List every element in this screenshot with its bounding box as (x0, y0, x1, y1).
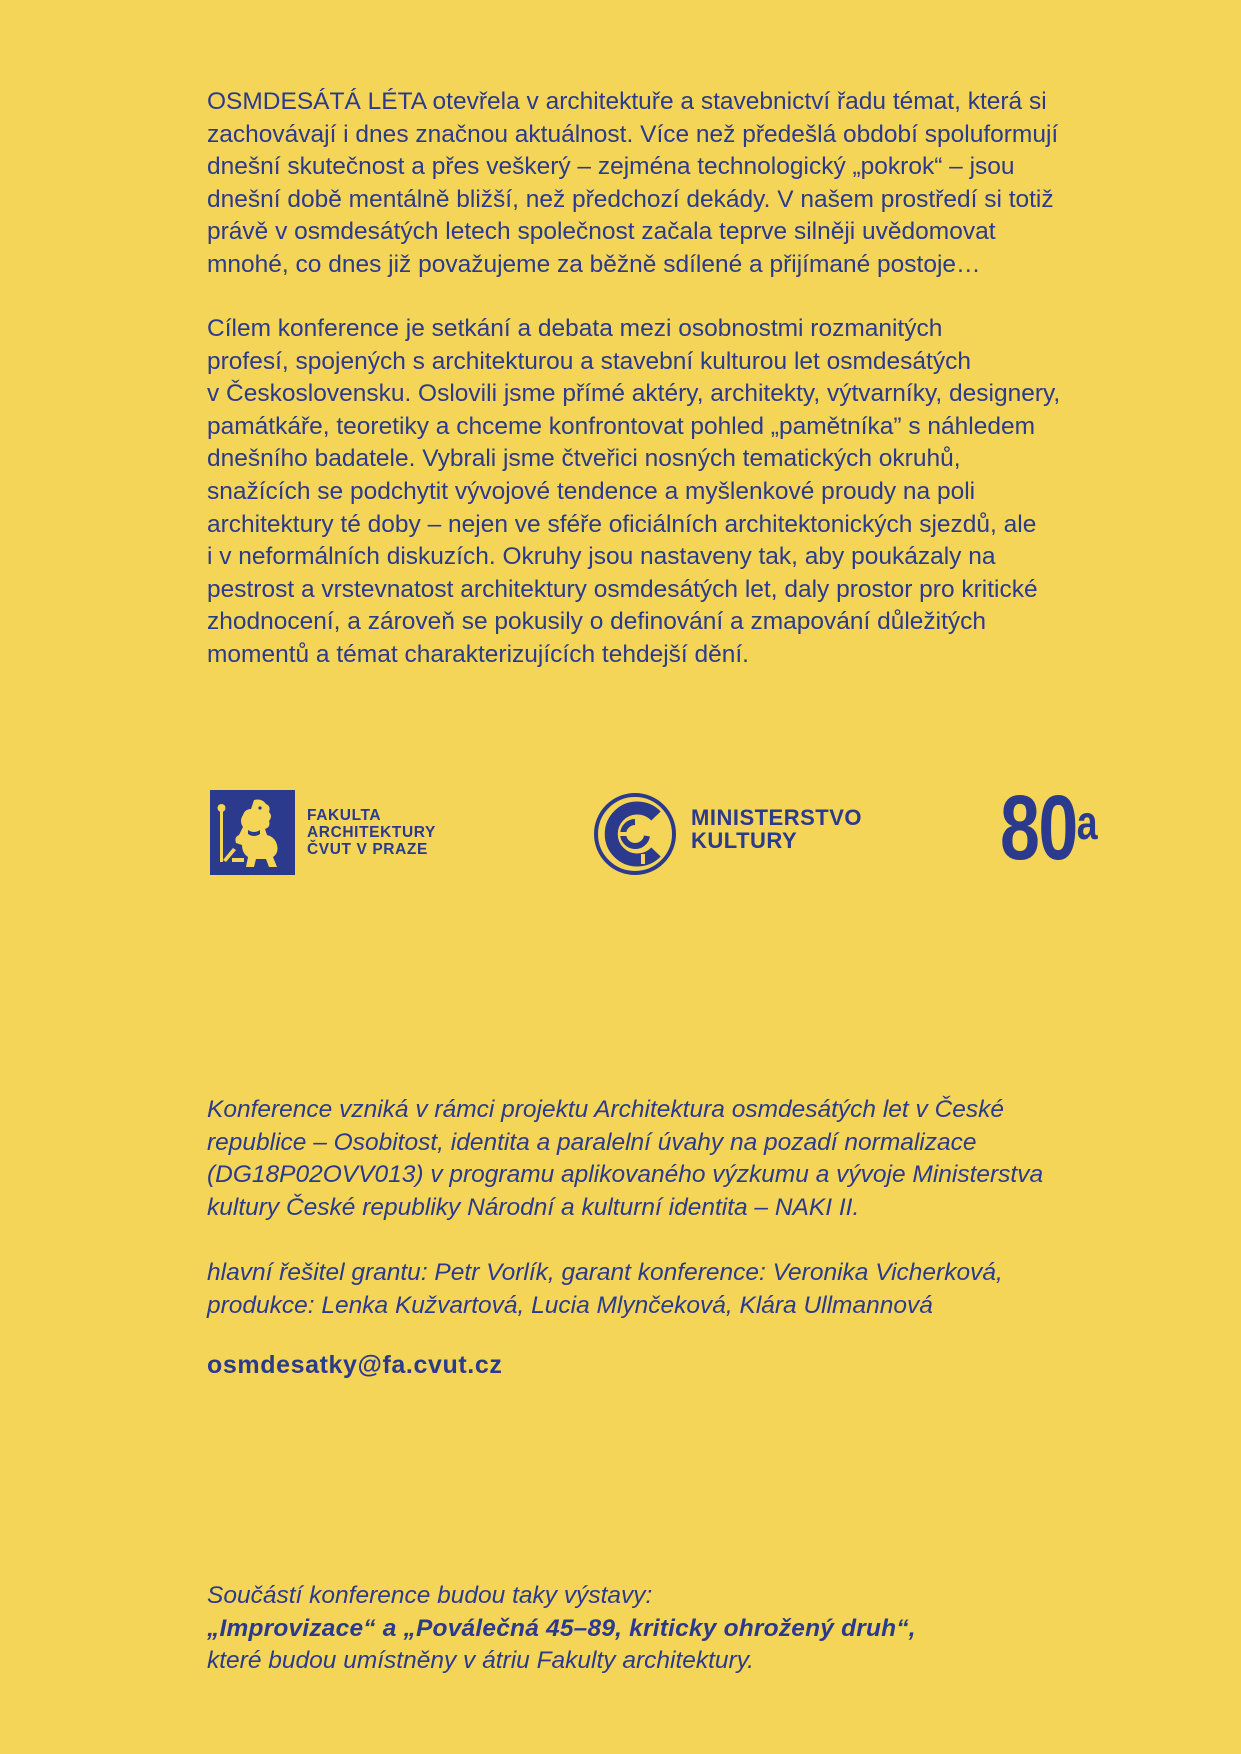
mk-line: KULTURY (691, 828, 798, 853)
fa-line: ARCHITEKTURY (307, 824, 436, 841)
goal-line: Cílem konference je setkání a debata mezi osobnostmi rozmanitých (207, 315, 943, 342)
contact-email-link[interactable]: osmdesatky@fa.cvut.cz (207, 1351, 503, 1379)
intro-line: dnešní skutečnost a přes veškerý – zejména technologický „pokrok“ – jsou (207, 153, 1015, 181)
project-line: Konference vzniká v rámci projektu Architektura osmdesátých let v České (207, 1096, 1005, 1123)
goal-line: snažících se podchytit vývojové tendence a myšlenkové proudy na poli (207, 477, 976, 505)
credits-line: produkce: Lenka Kužvartová, Lucia Mlynčeková, Klára Ullmannová (207, 1291, 933, 1319)
project-line: kultury České republiky Národní a kulturní identita – NAKI II. (207, 1193, 860, 1221)
intro-line: právě v osmdesátých letech společnost začala teprve silněji uvědomovat (207, 218, 996, 246)
goal-line: momentů a témat charakterizujících tehdejší dění. (207, 640, 749, 668)
mk-line: MINISTERSTVO (691, 805, 863, 830)
eighties-number: 80 (1000, 777, 1077, 879)
fa-line: ČVUT V PRAZE (307, 841, 428, 858)
lion-icon (210, 790, 295, 875)
exhibitions-intro: Součástí konference budou taky výstavy: (207, 1582, 653, 1609)
fa-cvut-wordmark (307, 807, 436, 858)
project-line: republice – Osobitost, identita a paralelní úvahy na pozadí normalizace (207, 1128, 977, 1156)
ministry-c-icon (593, 792, 677, 876)
credits-paragraph (207, 1257, 1003, 1322)
exhibitions-titles: „Improvizace“ a „Poválečná 45–89, kriticky ohrožený druh“, (207, 1614, 916, 1642)
ministry-wordmark (691, 806, 862, 852)
goal-line: profesí, spojených s architekturou a stavební kulturou let osmdesátých (207, 347, 971, 375)
goal-line: památkáře, teoretiky a chceme konfrontovat pohled „pamětníka” s náhledem (207, 412, 1035, 440)
partner-logos (210, 777, 1120, 879)
intro-line: dnešní době mentálně bližší, než předchozí dekády. V našem prostředí si totiž (207, 185, 1054, 213)
eighties-suffix: a (1076, 797, 1096, 850)
exhibitions-location: které budou umístněny v átriu Fakulty architektury. (207, 1647, 754, 1675)
project-paragraph (207, 1094, 1043, 1224)
intro-line: OSMDESÁTÁ LÉTA otevřela v architektuře a stavebnictví řadu témat, která si (207, 88, 1047, 115)
goal-line: v Československu. Oslovili jsme přímé aktéry, architekty, výtvarníky, designery, (207, 380, 1061, 408)
fa-line: FAKULTA (307, 807, 382, 824)
goal-line: pestrost a vrstevnatost architektury osmdesátých let, daly prostor pro kritické (207, 575, 1038, 603)
goal-line: dnešního badatele. Vybrali jsme čtveřici nosných tematických okruhů, (207, 445, 961, 473)
intro-line: zachovávají i dnes značnou aktuálnost. Více než předešlá období spoluformují (207, 120, 1059, 148)
project-line: (DG18P02OVV013) v programu aplikovaného výzkumu a vývoje Ministerstva (207, 1161, 1044, 1189)
credits-line: hlavní řešitel grantu: Petr Vorlík, garant konference: Veronika Vicherková, (207, 1259, 1003, 1286)
goal-line: i v neformálních diskuzích. Okruhy jsou nastaveny tak, aby poukázaly na (207, 543, 996, 571)
eighties-logo (1000, 777, 1096, 879)
exhibitions-paragraph (207, 1580, 916, 1678)
goal-paragraph (207, 313, 1167, 672)
intro-paragraph (207, 86, 1167, 282)
goal-line: zhodnocení, a zároveň se pokusily o definování a zmapování důležitých (207, 608, 987, 636)
fa-cvut-logo (210, 790, 436, 875)
goal-line: architektury té doby – nejen ve sféře oficiálních architektonických sjezdů, ale (207, 510, 1037, 538)
intro-line: mnohé, co dnes již považujeme za běžně sdílené a přijímané postoje… (207, 250, 981, 278)
ministry-of-culture-logo (593, 792, 862, 876)
